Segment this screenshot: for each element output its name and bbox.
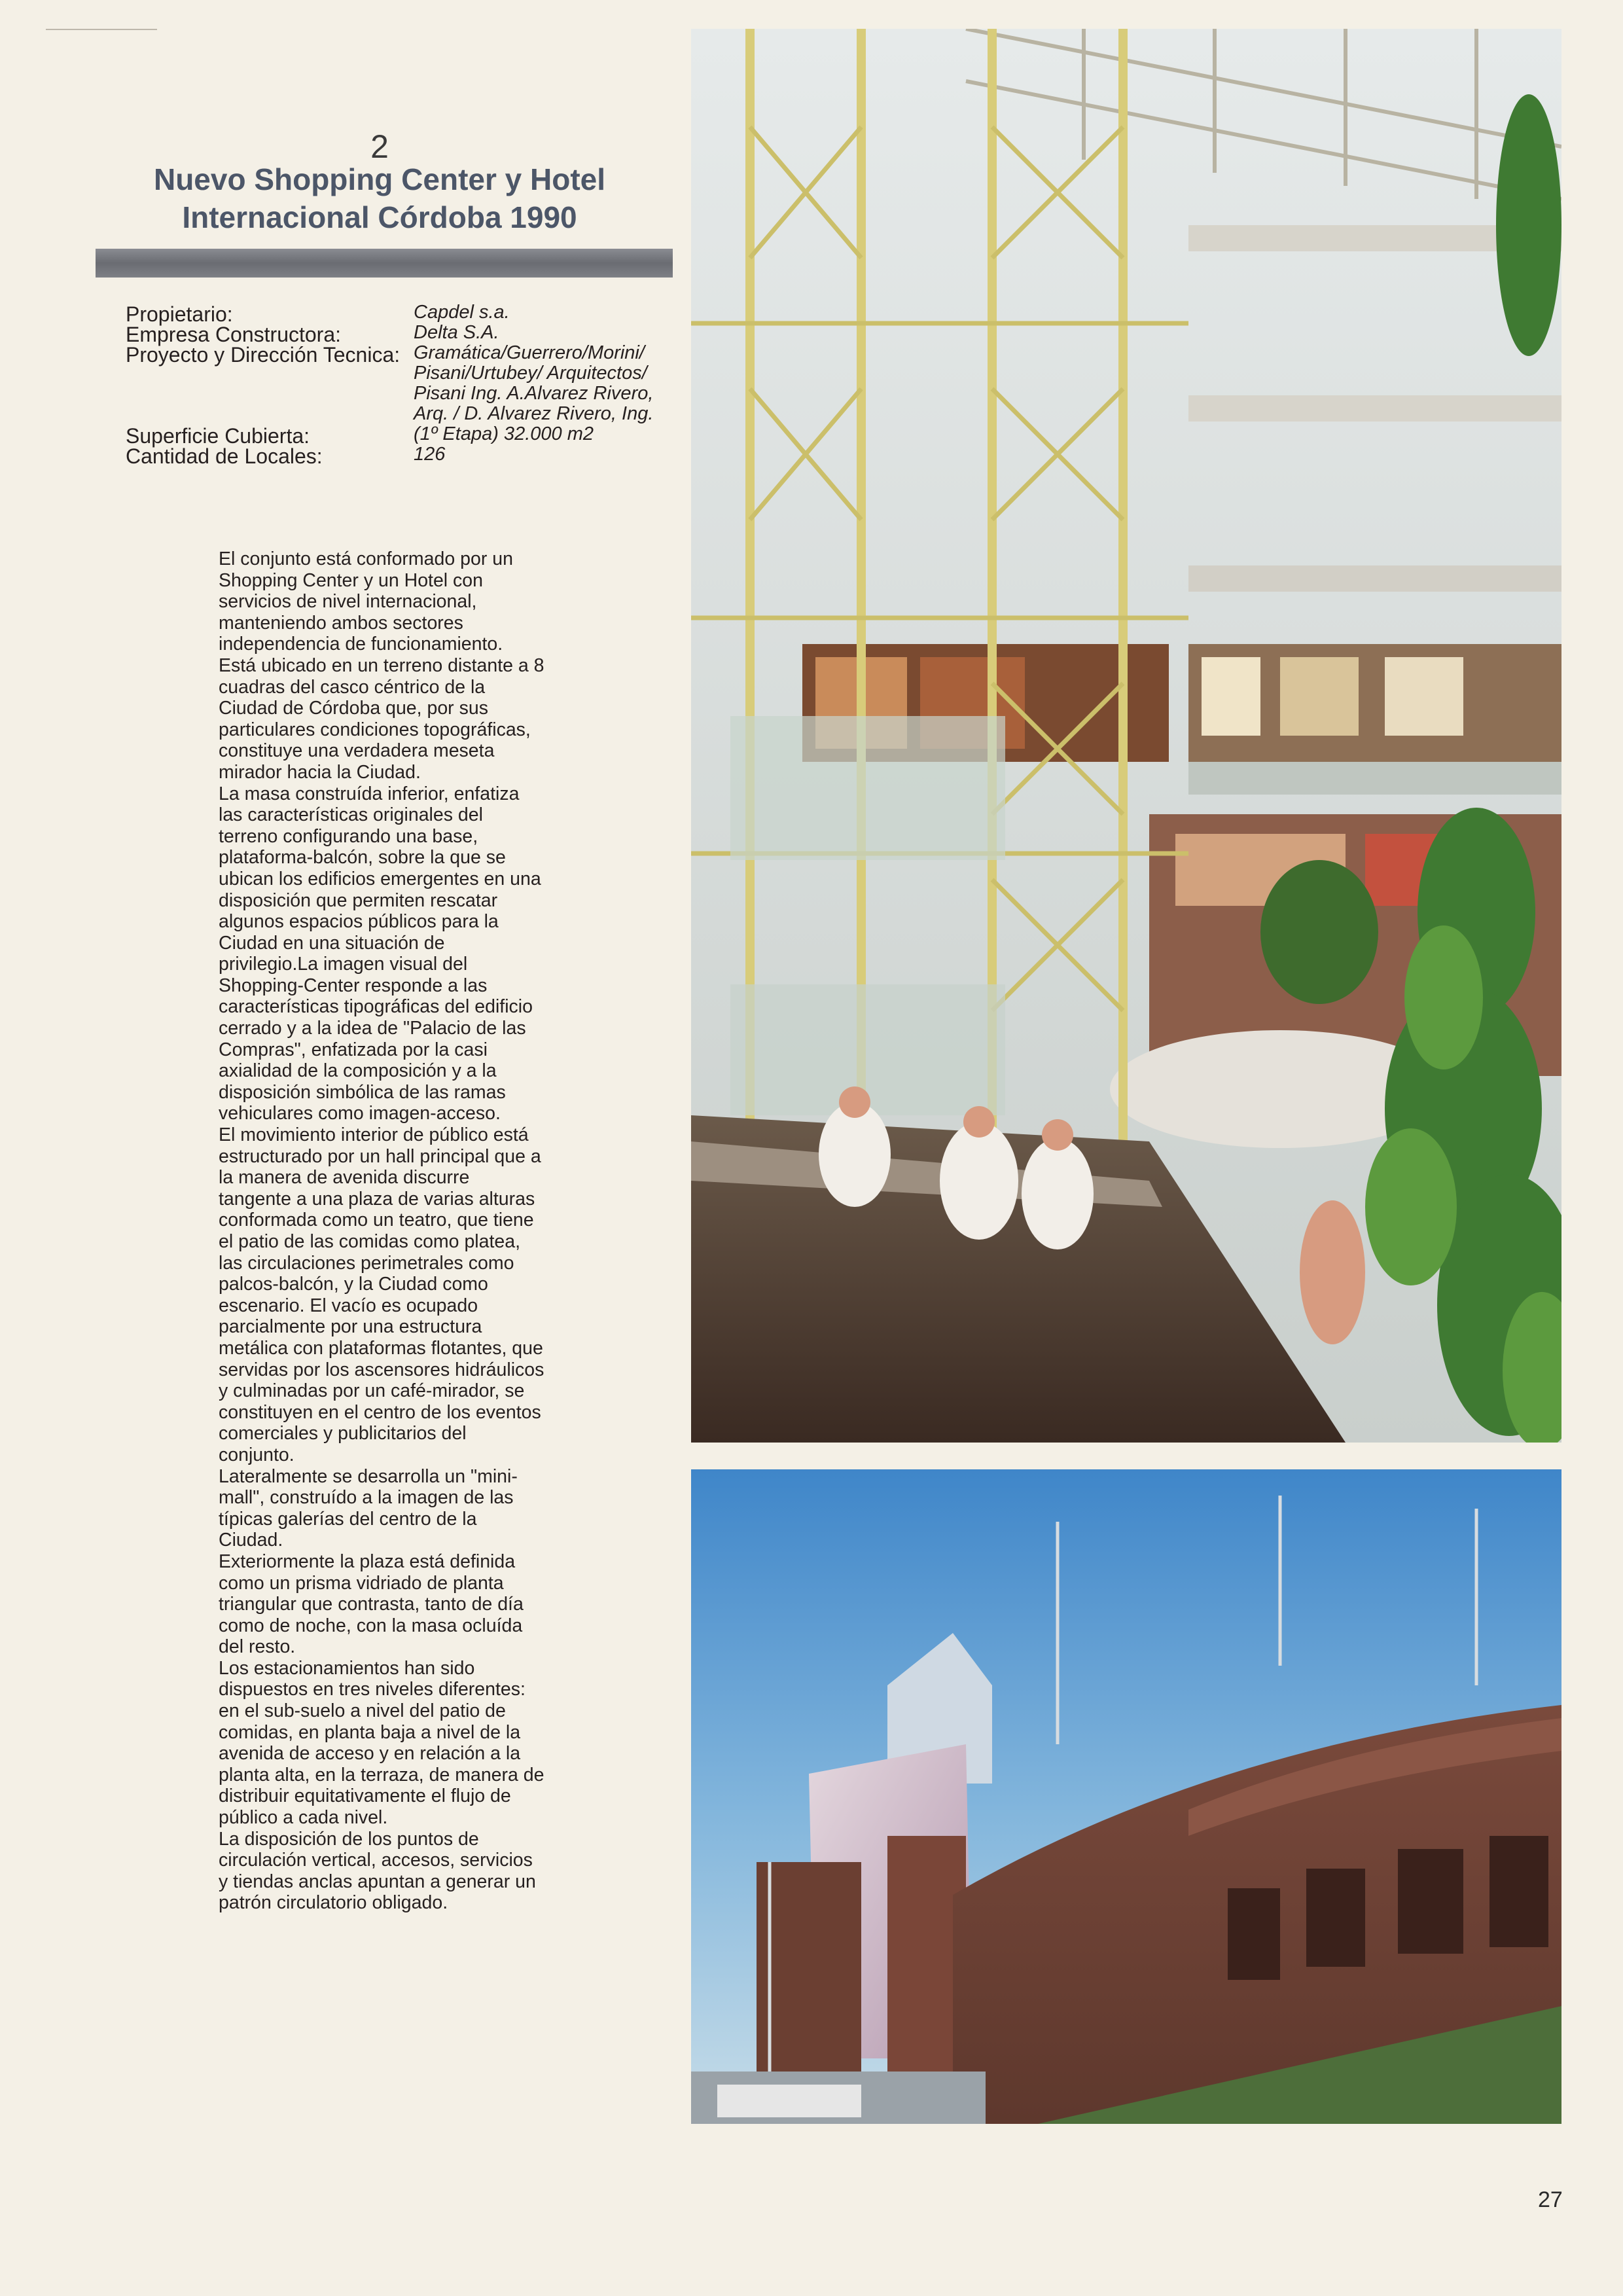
info-row <box>126 343 669 424</box>
body-paragraph: La masa construída inferior, enfatiza las características originales del terreno configurando una base, plataforma-balcón, sobre la que se ubican los edificios emergentes en una disposición que permiten rescatar algunos espacios públicos para la Ciudad en una situación de privilegio.La imagen visual del Shopping-Center responde a las características tipográficas del edificio cerrado y a la idea de "Palacio de las Compras", enfatizada por la casi axialidad de la composición y a la disposición simbólica de las ramas vehiculares como imagen-acceso. <box>219 783 541 1124</box>
info-label: Propietario: <box>126 302 233 326</box>
info-row <box>126 322 669 346</box>
info-label: Superficie Cubierta: <box>126 424 310 448</box>
body-paragraph: Está ubicado en un terreno distante a 8 cuadras del casco céntrico de la Ciudad de Córdoba que, por sus particulares condiciones topográficas, constituye una verdadera meseta mirador hacia la Ciudad. <box>219 655 544 783</box>
interior-atrium-photo <box>691 29 1561 1443</box>
body-text <box>219 548 546 1914</box>
info-value: Gramática/Guerrero/Morini/ Pisani/Urtubey/ Arquitectos/ Pisani Ing. A.Alvarez Rivero, Arq. / D. Alvarez Rivero, Ing. <box>414 342 654 424</box>
info-label: Proyecto y Dirección Tecnica: <box>126 343 401 367</box>
info-value: Delta S.A. <box>414 322 499 343</box>
project-info <box>126 302 669 468</box>
exterior-building-illustration <box>691 1469 1561 2124</box>
info-label: Cantidad de Locales: <box>126 444 323 468</box>
page-title <box>105 160 654 236</box>
page-number: 27 <box>1538 2187 1563 2212</box>
body-paragraph: El conjunto está conformado por un Shopping Center y un Hotel con servicios de nivel internacional, manteniendo ambos sectores independencia de funcionamiento. <box>219 548 513 655</box>
top-rule <box>46 29 157 30</box>
info-row <box>126 302 669 326</box>
title-line: Internacional Córdoba 1990 <box>182 200 577 234</box>
interior-atrium-illustration <box>691 29 1561 1443</box>
body-paragraph: La disposición de los puntos de circulación vertical, accesos, servicios y tiendas anclas apuntan a generar un patrón circulatorio obligado. <box>219 1828 536 1914</box>
body-paragraph: El movimiento interior de público está estructurado por un hall principal que a la manera de avenida discurre tangente a una plaza de varias alturas conformada como un teatro, que tiene el patio de las comidas como platea, las circulaciones perimetrales como palcos-balcón, y la Ciudad como escenario. El vacío es ocupado parcialmente por una estructura metálica con plataformas flotantes, que servidas por los ascensores hidráulicos y culminadas por un café-mirador, se constituyen en el centro de los eventos comerciales y publicitarios del conjunto. <box>219 1124 544 1465</box>
exterior-building-photo <box>691 1469 1561 2124</box>
project-number: 2 <box>370 128 389 165</box>
body-paragraph: Lateralmente se desarrolla un "mini-mall", construído a la imagen de las típicas galerías del centro de la Ciudad. <box>219 1465 518 1551</box>
info-row <box>126 444 669 468</box>
info-value: 126 <box>414 444 446 465</box>
body-paragraph: Exteriormente la plaza está definida como un prisma vidriado de planta triangular que contrasta, tanto de día como de noche, con la masa ocluída del resto. <box>219 1551 524 1658</box>
info-value: Capdel s.a. <box>414 302 510 323</box>
title-line: Nuevo Shopping Center y Hotel <box>153 162 606 196</box>
body-paragraph: Los estacionamientos han sido dispuestos en tres niveles diferentes: en el sub-suelo a nivel del patio de comidas, en planta baja a nivel de la avenida de acceso y en relación a la planta alta, en la terraza, de manera de distribuir equitativamente el flujo de público a cada nivel. <box>219 1657 544 1829</box>
info-label: Empresa Constructora: <box>126 323 342 346</box>
title-band <box>96 249 673 278</box>
info-value: (1º Etapa) 32.000 m2 <box>414 423 594 444</box>
info-row <box>126 423 669 448</box>
